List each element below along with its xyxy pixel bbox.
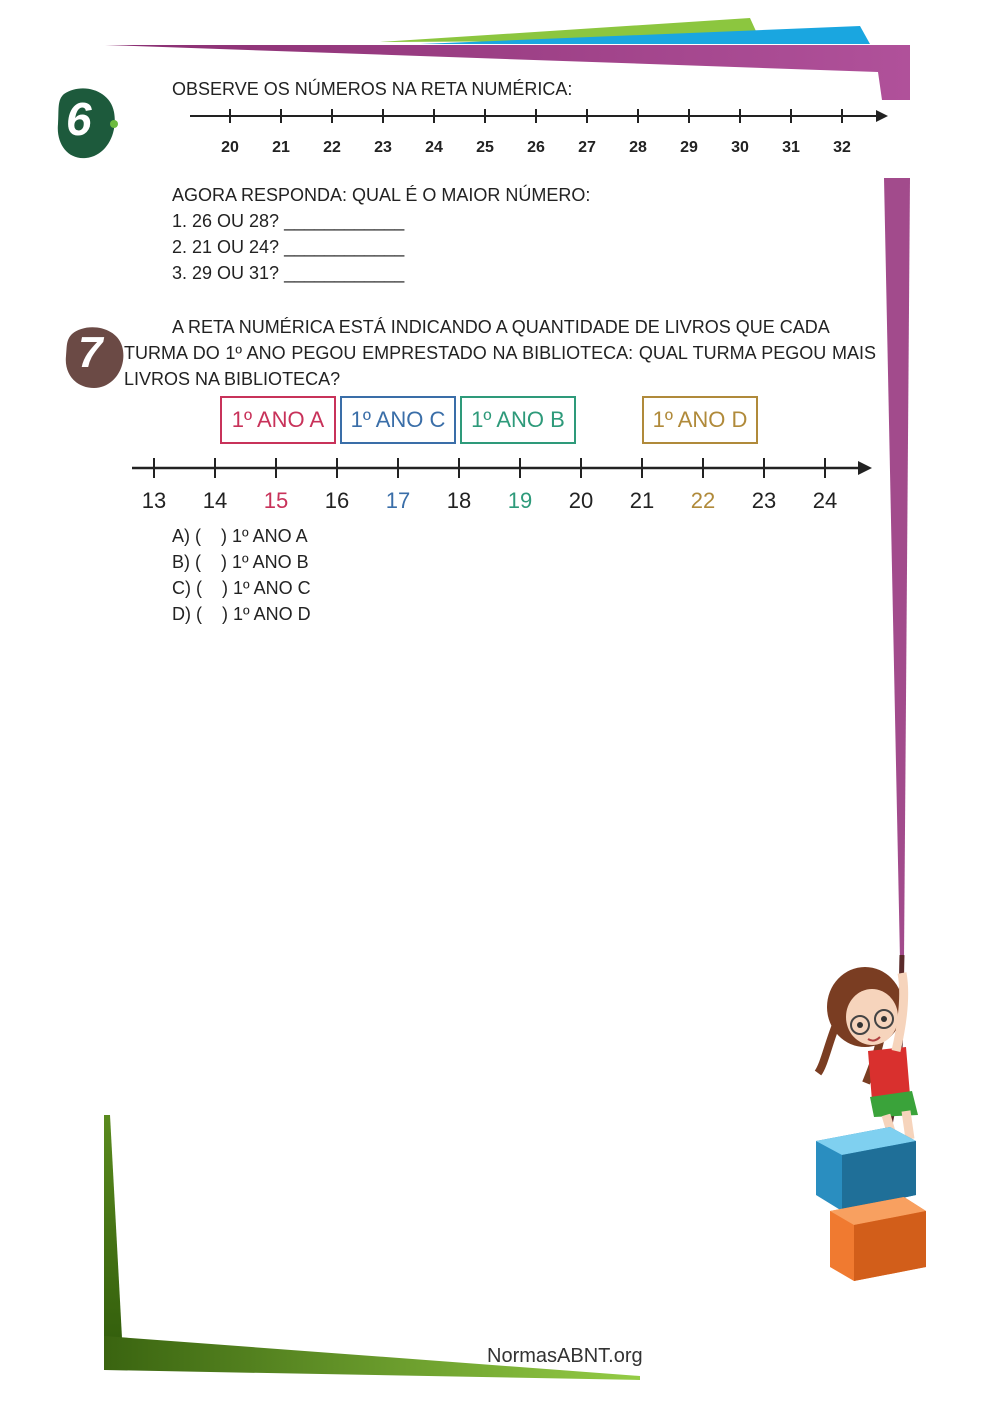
q6-item-2: 2. 21 OU 24? ____________ — [172, 237, 405, 257]
q7-label-14: 14 — [202, 488, 228, 513]
q7-label-21: 21 — [629, 488, 655, 513]
q7-label-13: 13 — [141, 488, 167, 513]
q6-axis-arrow — [876, 110, 888, 122]
question-6-badge — [54, 84, 118, 160]
girl-climbing-illustration — [810, 955, 940, 1285]
q6-label-22: 22 — [323, 139, 341, 156]
box-1-ano-b: 1º ANO B — [460, 396, 576, 444]
q6-label-29: 29 — [680, 139, 698, 156]
box-1-ano-c: 1º ANO C — [340, 396, 456, 444]
box-1-ano-d: 1º ANO D — [642, 396, 758, 444]
q6-instruction: OBSERVE OS NÚMEROS NA RETA NUMÉRICA: — [172, 79, 573, 99]
badge-7-number: 7 — [78, 328, 103, 377]
q7-label-22: 22 — [690, 488, 716, 513]
q6-label-25: 25 — [476, 139, 494, 156]
q6-label-31: 31 — [782, 139, 800, 156]
q7-label-18: 18 — [446, 488, 472, 513]
q7-option-a[interactable]: A) ( ) 1º ANO A — [172, 526, 308, 546]
q7-label-20: 20 — [568, 488, 594, 513]
q6-prompt: AGORA RESPONDA: QUAL É O MAIOR NÚMERO: — [172, 185, 591, 205]
q6-label-28: 28 — [629, 139, 647, 156]
q6-item-3: 3. 29 OU 31? ____________ — [172, 263, 405, 283]
q7-label-17: 17 — [385, 488, 411, 513]
q6-label-24: 24 — [425, 139, 443, 156]
q6-number-line — [190, 100, 890, 162]
q6-label-30: 30 — [731, 139, 749, 156]
q6-label-21: 21 — [272, 139, 290, 156]
q6-label-27: 27 — [578, 139, 596, 156]
box-1-ano-a: 1º ANO A — [220, 396, 336, 444]
footer-site-name[interactable]: NormasABNT.org — [487, 1345, 643, 1367]
q6-label-23: 23 — [374, 139, 392, 156]
q7-label-24: 24 — [812, 488, 838, 513]
right-purple-bar — [884, 178, 910, 960]
q7-number-line — [130, 452, 880, 518]
q7-label-15: 15 — [263, 488, 289, 513]
q6-label-32: 32 — [833, 139, 851, 156]
q7-axis-arrow — [858, 461, 872, 475]
q7-option-d[interactable]: D) ( ) 1º ANO D — [172, 604, 311, 624]
badge-6-number: 6 — [66, 93, 92, 145]
q6-item-1: 1. 26 OU 28? ____________ — [172, 211, 405, 231]
q7-text-rest: TURMA DO 1º ANO PEGOU EMPRESTADO NA BIBLIOTECA: QUAL TURMA PEGOU MAIS LIVROS NA BIBLIOTECA? — [124, 343, 876, 389]
q7-question-text — [124, 314, 876, 392]
q7-label-23: 23 — [751, 488, 777, 513]
q7-option-b[interactable]: B) ( ) 1º ANO B — [172, 552, 309, 572]
question-7-badge — [64, 322, 126, 390]
q7-text-first-line: A RETA NUMÉRICA ESTÁ INDICANDO A QUANTIDADE DE LIVROS QUE CADA — [172, 317, 830, 337]
q7-option-c[interactable]: C) ( ) 1º ANO C — [172, 578, 311, 598]
q7-label-19: 19 — [507, 488, 533, 513]
left-green-bar — [104, 1115, 122, 1370]
q7-label-16: 16 — [324, 488, 350, 513]
q6-label-26: 26 — [527, 139, 545, 156]
q6-label-20: 20 — [221, 139, 239, 156]
